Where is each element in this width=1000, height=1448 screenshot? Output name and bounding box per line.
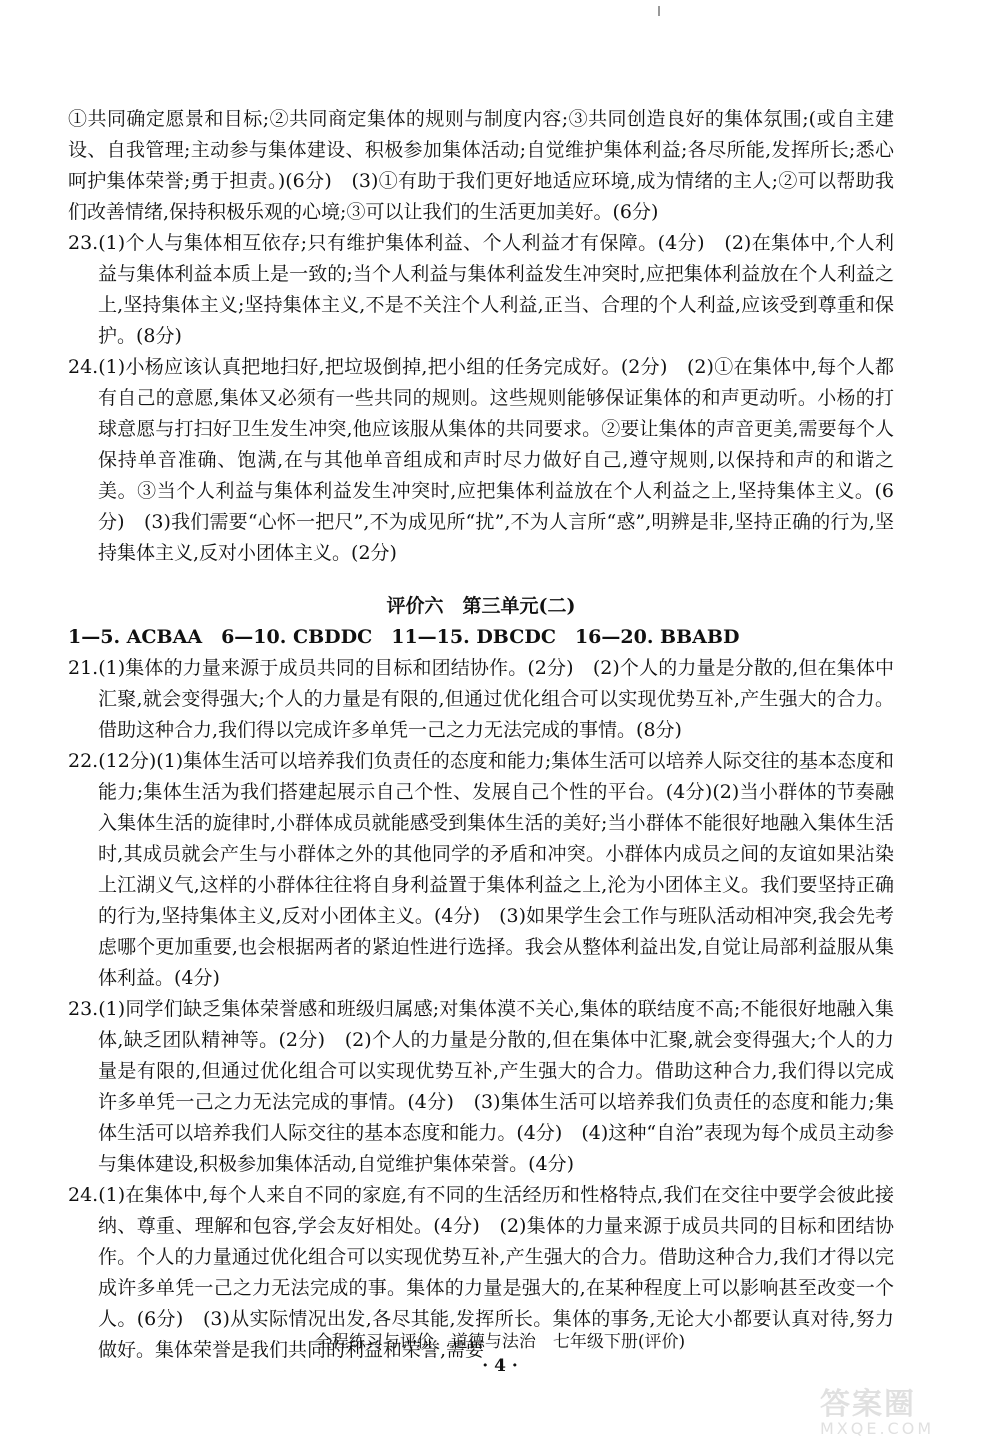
scan-mark bbox=[658, 6, 660, 16]
answer-21: 21.(1)集体的力量来源于成员共同的目标和团结协作。(2分) (2)个人的力量是分散的,但在集体中汇聚,就会变得强大;个人的力量是有限的,但通过优化组合可以实现优势互补,产生强大的合力。借助这种合力,我们得以完成许多单凭一己之力无法完成的事情。(8分) bbox=[68, 657, 894, 741]
answer-24: 24.(1)小杨应该认真把地扫好,把垃圾倒掉,把小组的任务完成好。(2分) (2)①在集体中,每个人都有自己的意愿,集体又必须有一些共同的规则。这些规则能够保证集体的和声更动听。小杨的打球意愿与打扫好卫生发生冲突,他应该服从集体的共同要求。②要让集体的声音更美,需要每个人保持单音准确、饱满,在与其他单音组成和声时尽力做好自己,遵守规则,以保持和声的和谐之美。③当个人利益与集体利益发生冲突时,应把集体利益放在个人利益之上,坚持集体主义。(6分) (3)我们需要“心怀一把尺”,不为成见所“扰”,不为人言所“惑”,明辨是非,坚持正确的行为,坚持集体主义,反对小团体主义。(2分) bbox=[68, 356, 894, 564]
answer-content bbox=[68, 104, 894, 1366]
answer-24-b: 24.(1)在集体中,每个人来自不同的家庭,有不同的生活经历和性格特点,我们在交往中要学会彼此接纳、尊重、理解和包容,学会友好相处。(4分) (2)集体的力量来源于成员共同的目标和团结协作。个人的力量通过优化组合可以实现优势互补,产生强大的合力。借助这种合力,我们才得以完成许多单凭一己之力无法完成的事。集体的力量是强大的,在某种程度上可以影响甚至改变一个人。(6分) (3)从实际情况出发,各尽其能,发挥所长。集体的事务,无论大小都要认真对待,努力做好。集体荣誉是我们共同的利益和荣誉,需要 bbox=[68, 1184, 894, 1361]
multiple-choice-answer-key: 1—5. ACBAA 6—10. CBDDC 11—15. DBCDC 16—20. BBABD bbox=[68, 626, 740, 648]
watermark-logo bbox=[820, 1387, 980, 1440]
page-number: · 4 · bbox=[482, 1356, 518, 1376]
answer-23-b: 23.(1)同学们缺乏集体荣誉感和班级归属感;对集体漠不关心,集体的联结度不高;不能很好地融入集体,缺乏团队精神等。(2分) (2)个人的力量是分散的,但在集体中汇聚,就会变得强大;个人的力量是有限的,但通过优化组合可以实现优势互补,产生强大的合力。借助这种合力,我们得以完成许多单凭一己之力无法完成的事情。(4分) (3)集体生活可以培养我们负责任的态度和能力;集体生活可以培养我们人际交往的基本态度和能力。(4分) (4)这种“自治”表现为每个成员主动参与集体建设,积极参加集体活动,自觉维护集体荣誉。(4分) bbox=[68, 998, 894, 1175]
watermark-top-text: 答案圈 bbox=[820, 1387, 916, 1422]
watermark-bottom-text: MXQE.COM bbox=[820, 1419, 935, 1438]
answer-22: 22.(12分)(1)集体生活可以培养我们负责任的态度和能力;集体生活可以培养人际交往的基本态度和能力;集体生活为我们搭建起展示自己个性、发展自己个性的平台。(4分)(2)当小群体的节奏融入集体生活的旋律时,小群体成员就能感受到集体生活的美好;当小群体不能很好地融入集体生活时,其成员就会产生与小群体之外的其他同学的矛盾和冲突。小群体内成员之间的友谊如果沾染上江湖义气,这样的小群体往往将自身利益置于集体利益之上,沦为小团体主义。我们要坚持正确的行为,坚持集体主义,反对小团体主义。(4分) (3)如果学生会工作与班队活动相冲突,我会先考虑哪个更加重要,也会根据两者的紧迫性进行选择。我会从整体利益出发,自觉让局部利益服从集体利益。(4分) bbox=[68, 750, 894, 989]
paragraph-continued: ①共同确定愿景和目标;②共同商定集体的规则与制度内容;③共同创造良好的集体氛围;(或自主建设、自我管理;主动参与集体建设、积极参加集体活动;自觉维护集体利益;各尽所能,发挥所长;悉心呵护集体荣誉;勇于担责。)(6分) (3)①有助于我们更好地适应环境,成为情绪的主人;②可以帮助我们改善情绪,保持积极乐观的心境;③可以让我们的生活更加美好。(6分) bbox=[68, 108, 894, 223]
section-title: 评价六 第三单元(二) bbox=[386, 595, 576, 617]
footer-title: 全程练习与评价 道德与法治 七年级下册(评价) bbox=[314, 1332, 686, 1352]
answer-23: 23.(1)个人与集体相互依存;只有维护集体利益、个人利益才有保障。(4分) (2)在集体中,个人利益与集体利益本质上是一致的;当个人利益与集体利益发生冲突时,应把集体利益放在个人利益之上,坚持集体主义;坚持集体主义,不是不关注个人利益,正当、合理的个人利益,应该受到尊重和保护。(8分) bbox=[68, 232, 894, 347]
